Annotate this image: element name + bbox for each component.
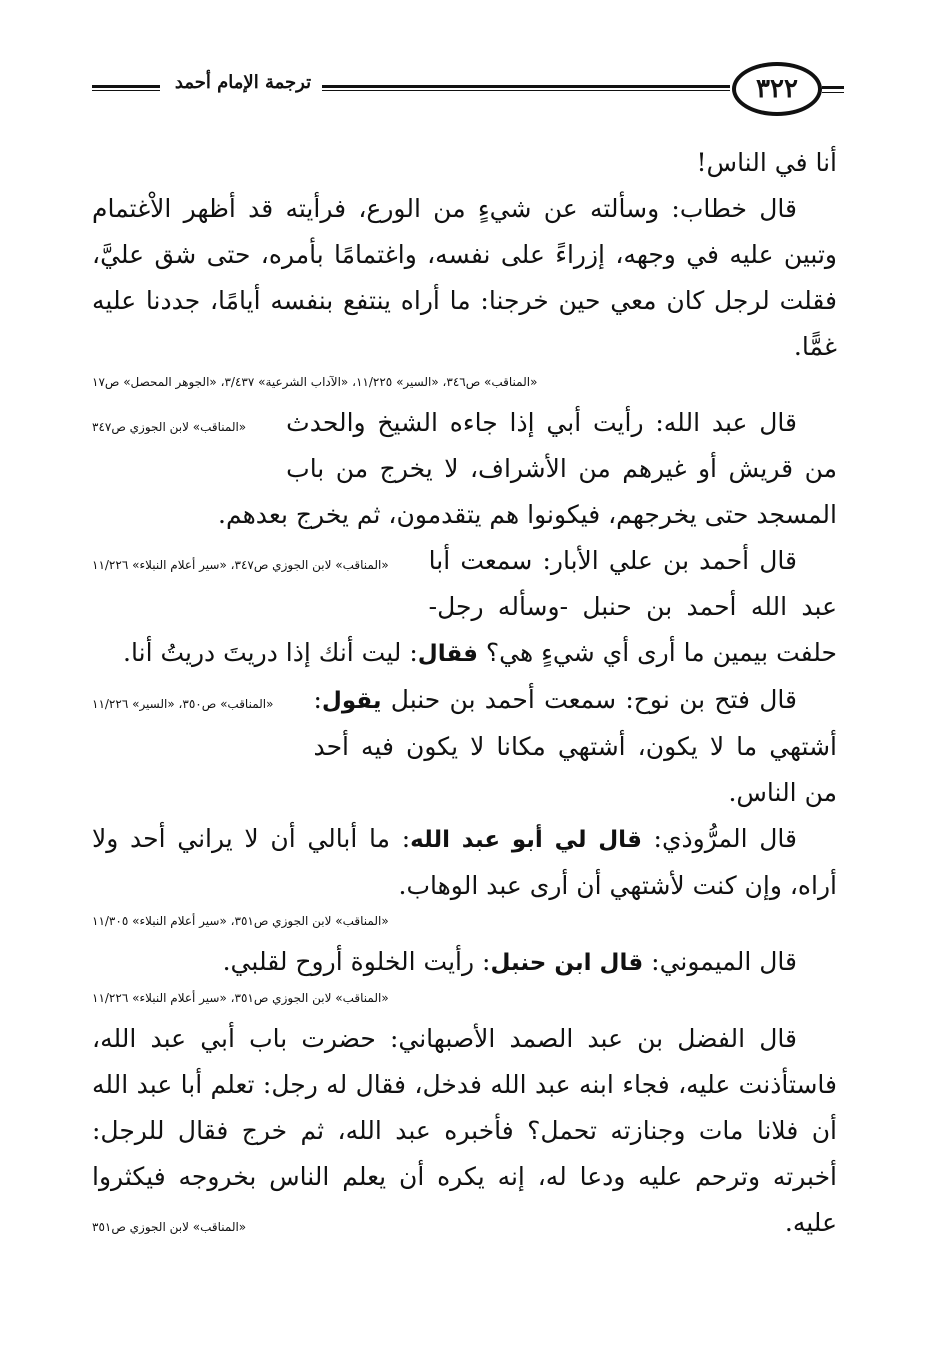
header-rule-right: [822, 86, 844, 93]
paragraph-maymuni: [92, 939, 837, 986]
source-citation: «المناقب» ص٣٤٦، «السير» ١١/٢٢٥، «الآداب الشرعية» ٣/٤٣٧، «الجوهر المحصل» ص١٧: [92, 375, 538, 389]
source-citation: «المناقب» لابن الجوزي ص٣٥١، «سير أعلام النبلاء» ١١/٣٠٥: [92, 914, 389, 928]
paragraph-text: قال الفضل بن عبد الصمد الأصبهاني: حضرت باب أبي عبد الله، فاستأذنت عليه، فجاء ابنه عبد الله فدخل، فقال له رجل: تعلم أبا عبد الله أن فلانا مات وجنازته تحمل؟ فأخبره عبد الله، ثم خرج فقال للرجل: أخبرته وترحم عليه ودعا له، إنه يكره أن يعلم الناس بخروجه فيكثروا عليه.: [92, 1024, 837, 1237]
page-body: [92, 140, 837, 1250]
source-citation: «المناقب» لابن الجوزي ص٣٤٧: [92, 420, 247, 434]
paragraph-text: : ليت أنك إذا دريتَ دريتُ أنا.: [123, 638, 418, 667]
paragraph-khattab: قال خطاب: وسألته عن شيءٍ من الورع، فرأيته قد أظهر الاْغتمام وتبين عليه في وجهه، إزراءً على نفسه، واغتمامًا بأمره، حتى شق عليَّ، فقلت لرجل كان معي حين خرجنا: ما أراه ينتفع بنفسه أيامًا، جددنا عليه غمًّا.: [92, 194, 837, 361]
source-citation: «المناقب» لابن الجوزي ص٣٤٧، «سير أعلام النبلاء» ١١/٢٢٦: [92, 558, 389, 572]
source-citation: «المناقب» لابن الجوزي ص٣٥١: [92, 1220, 247, 1234]
paragraph-fadl: [92, 1016, 837, 1246]
header-rule-main: [322, 85, 730, 91]
source-citation: «المناقب» ص٣٥٠، «السير» ١١/٢٢٦: [92, 697, 274, 711]
paragraph-marrudhi: [92, 816, 837, 909]
paragraph-continuation: أنا في الناس!: [696, 148, 837, 177]
paragraph-text: : رأيت الخلوة أروح لقلبي.: [222, 947, 491, 976]
paragraph-text: : أشتهي ما لا يكون، أشتهي مكانا لا يكون فيه أحد من الناس.: [313, 685, 837, 807]
paragraph-text: : ما أبالي أن لا يراني أحد ولا أراه، وإن كنت لأشتهي أن أرى عبد الوهاب.: [92, 824, 837, 900]
source-citation: «المناقب» لابن الجوزي ص٣٥١، «سير أعلام النبلاء» ١١/٢٢٦: [92, 991, 389, 1005]
paragraph-text: قال المرُّوذي:: [641, 824, 797, 853]
paragraph-text: قال فتح بن نوح: سمعت أحمد بن حنبل: [381, 685, 797, 714]
bold-phrase: قال ابن حنبل: [490, 950, 644, 976]
paragraph-text: قال الميموني:: [643, 947, 797, 976]
page-header: [92, 60, 842, 120]
paragraph-abbar: [92, 538, 837, 677]
paragraph-text: قال عبد الله: رأيت أبي إذا جاءه الشيخ والحدث من قريش أو غيرهم من الأشراف، لا يخرج من باب المسجد حتى يخرجهم، فيكونوا هم يتقدمون، ثم يخرج بعدهم.: [218, 408, 837, 529]
page-number: ٣٢٢: [732, 62, 822, 116]
bold-phrase: قال لي أبو عبد الله: [410, 827, 642, 853]
bold-phrase: يقول: [321, 688, 382, 714]
running-title: ترجمة الإمام أحمد: [174, 72, 312, 93]
paragraph-fath: [92, 677, 837, 816]
paragraph-abdullah: [92, 400, 837, 538]
header-rule-left: [92, 85, 160, 91]
paragraph-text: قال أحمد بن علي الأبار: سمعت أبا عبد الله أحمد بن حنبل -وسأله رجل- حلفت بيمين ما أرى أي شيءٍ هي؟: [428, 546, 837, 667]
bold-phrase: فقال: [417, 641, 478, 667]
